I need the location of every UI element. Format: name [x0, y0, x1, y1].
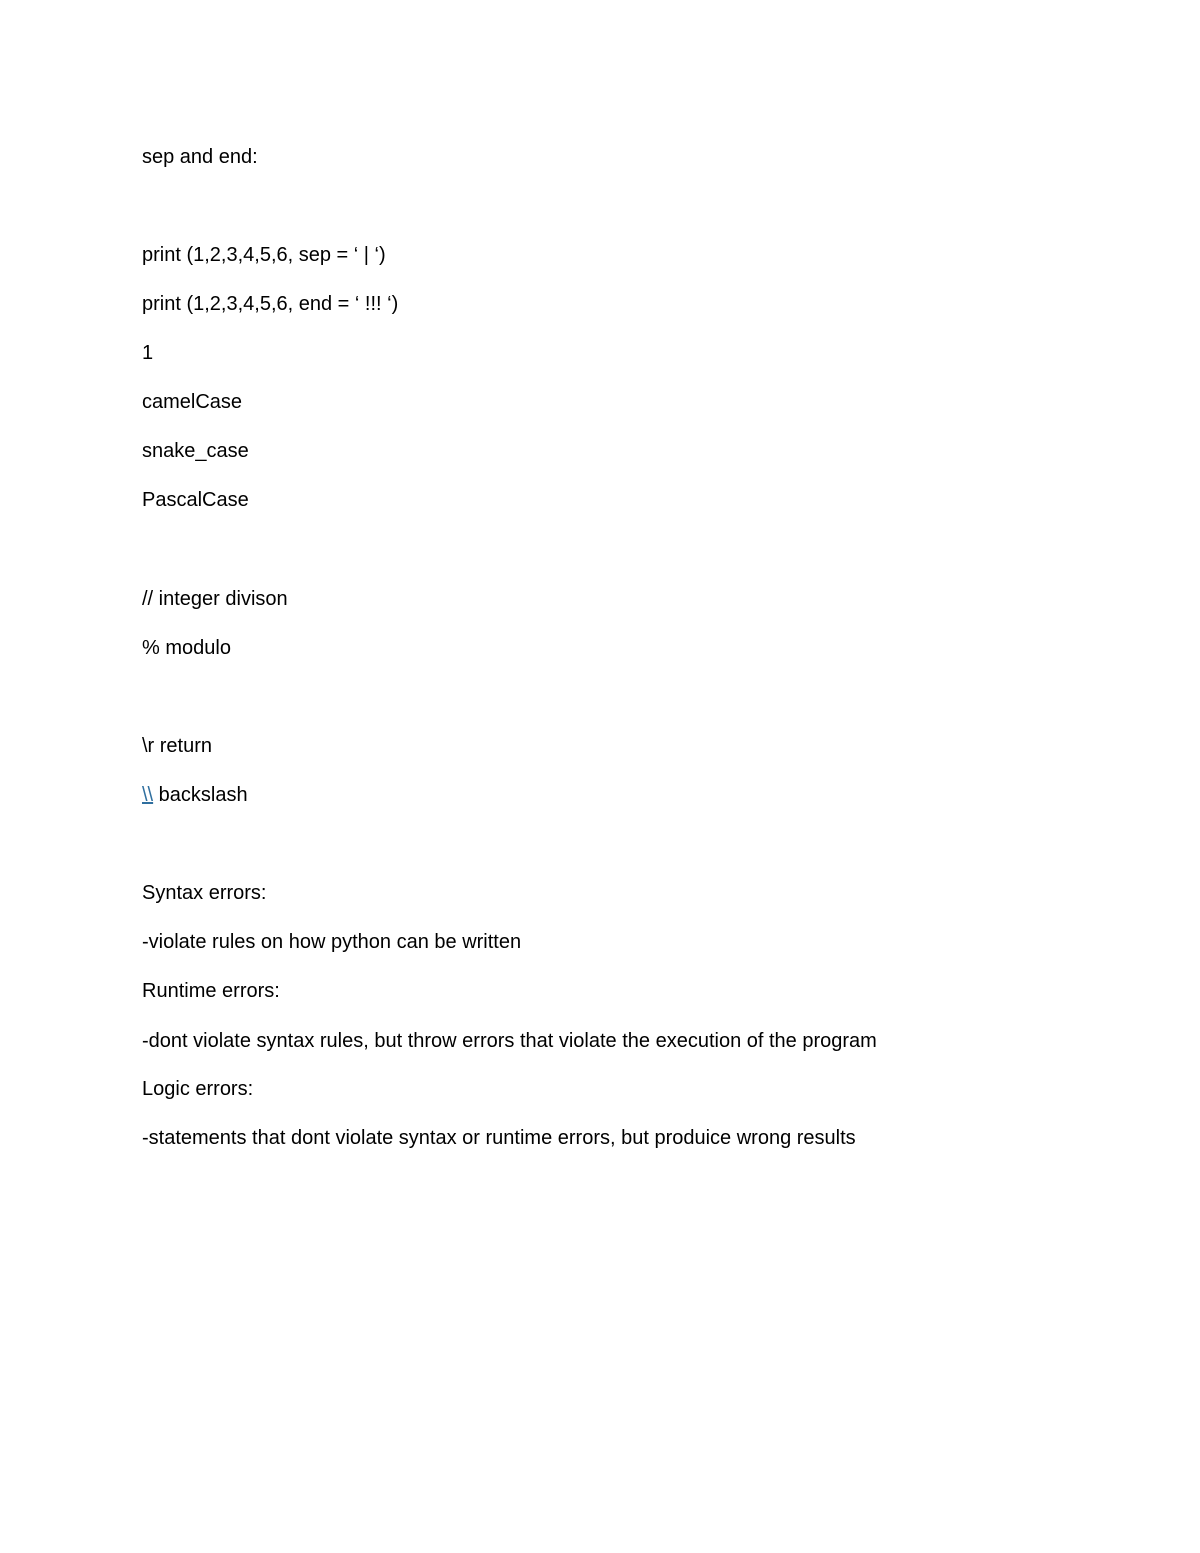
backslash-label: backslash	[153, 784, 248, 806]
sep-end-heading: sep and end:	[142, 146, 258, 168]
return-escape-line: \r return	[142, 735, 213, 757]
runtime-errors-heading: Runtime errors:	[142, 980, 280, 1002]
syntax-errors-description: -violate rules on how python can be written	[142, 931, 522, 953]
print-end-line: print (1,2,3,4,5,6, end = ‘ !!! ‘)	[142, 293, 399, 315]
camel-case-line: camelCase	[142, 391, 243, 413]
backslash-link[interactable]: \\	[142, 784, 154, 806]
snake-case-line: snake_case	[142, 440, 249, 462]
modulo-line: % modulo	[142, 637, 231, 659]
number-one-line: 1	[142, 342, 154, 364]
pascal-case-line: PascalCase	[142, 489, 249, 511]
backslash-escape-line	[142, 783, 248, 807]
logic-errors-heading: Logic errors:	[142, 1078, 254, 1100]
logic-errors-description: -statements that dont violate syntax or runtime errors, but produice wrong results	[142, 1127, 856, 1149]
integer-division-line: // integer divison	[142, 588, 288, 610]
print-sep-line: print (1,2,3,4,5,6, sep = ‘ | ‘)	[142, 244, 386, 266]
runtime-errors-description: -dont violate syntax rules, but throw errors that violate the execution of the program	[142, 1030, 877, 1052]
syntax-errors-heading: Syntax errors:	[142, 882, 267, 904]
